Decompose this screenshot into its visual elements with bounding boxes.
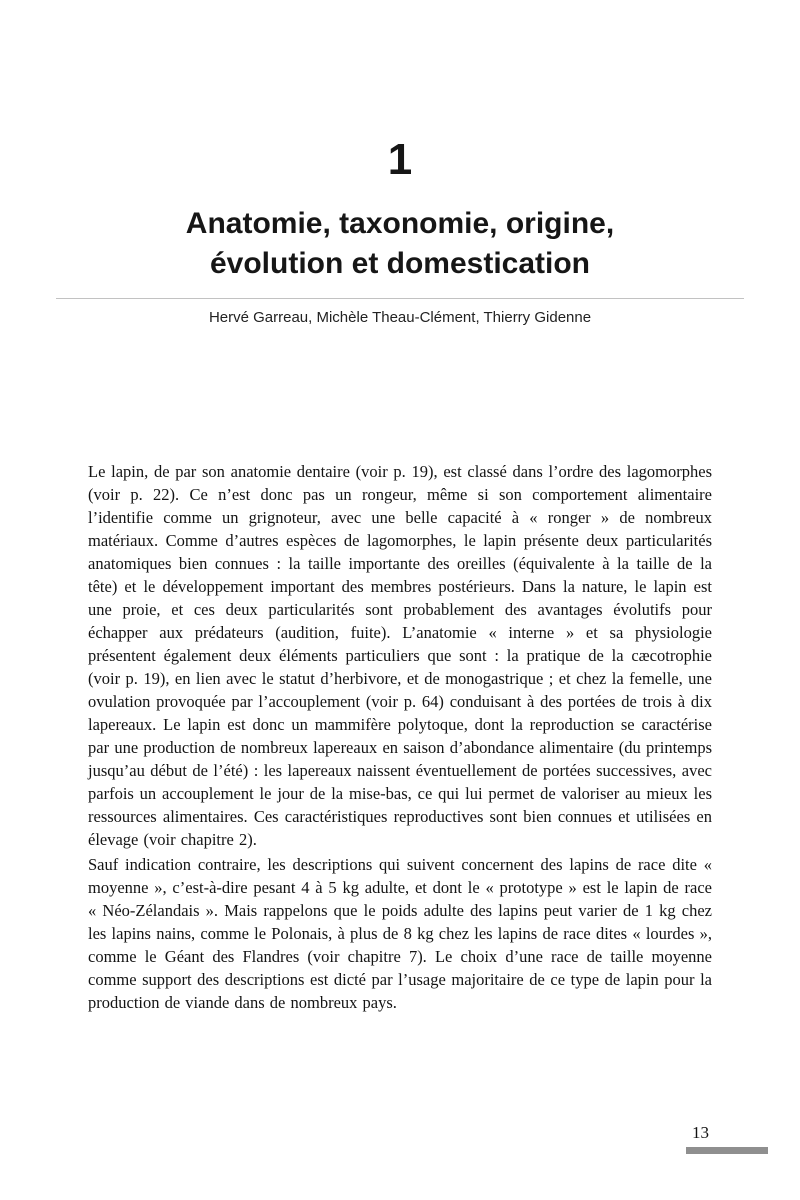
title-divider: [56, 298, 744, 299]
body-text: [88, 460, 712, 1016]
paragraph-1: Le lapin, de par son anatomie dentaire (voir p. 19), est classé dans l’ordre des lagomorphes (voir p. 22). Ce n’est donc pas un rongeur, même si son comportement alimentaire l’identifie comme un grignoteur, avec une belle capacité à « ronger » de nombreux matériaux. Comme d’autres espèces de lagomorphes, le lapin présente deux particularités anatomiques bien connues : la taille importante des oreilles (équivalente à la taille de la tête) et le développement important des membres postérieurs. Dans la nature, le lapin est une proie, et ces deux particularités sont probablement des avantages évolutifs pour échapper aux prédateurs (audition, fuite). L’anatomie « interne » et sa physiologie présentent également deux éléments particuliers que sont : la pratique de la cæcotrophie (voir p. 19), en lien avec le statut d’herbivore, et de monogastrique ; et chez la femelle, une ovulation provoquée par l’accouplement (voir p. 64) conduisant à des portées de trois à dix lapereaux. Le lapin est donc un mammifère polytoque, dont la reproduction se caractérise par une production de nombreux lapereaux en saison d’abondance alimentaire (du printemps jusqu’au début de l’été) : les lapereaux naissent éventuellement de portées successives, avec parfois un accouplement le jour de la mise-bas, ce qui lui permet de valoriser au mieux les ressources alimentaires. Ces caractéristiques reproductives sont bien connues et utilisées en élevage (voir chapitre 2).: [88, 462, 712, 849]
paragraph-2: Sauf indication contraire, les descriptions qui suivent concernent des lapins de race dite « moyenne », c’est-à-dire pesant 4 à 5 kg adulte, et dont le « prototype » est le lapin de race « Néo-Zélandais ». Mais rappelons que le poids adulte des lapins peut varier de 1 kg chez les lapins nains, comme le Polonais, à plus de 8 kg chez les lapins de race dites « lourdes », comme le Géant des Flandres (voir chapitre 7). Le choix d’une race de taille moyenne comme support des descriptions est dicté par l’usage majoritaire de ce type de lapin pour la production de viande dans de nombreux pays.: [88, 855, 712, 1012]
authors-line: Hervé Garreau, Michèle Theau-Clément, Thierry Gidenne: [208, 309, 592, 326]
chapter-title: [0, 204, 800, 284]
page-number: 13: [692, 1123, 709, 1142]
chapter-title-line1: Anatomie, taxonomie, origine,: [185, 207, 615, 240]
page-footer: [686, 1123, 768, 1154]
footer-bar: [686, 1147, 768, 1154]
chapter-title-line2: évolution et domestication: [209, 247, 591, 280]
chapter-number: 1: [387, 135, 413, 184]
